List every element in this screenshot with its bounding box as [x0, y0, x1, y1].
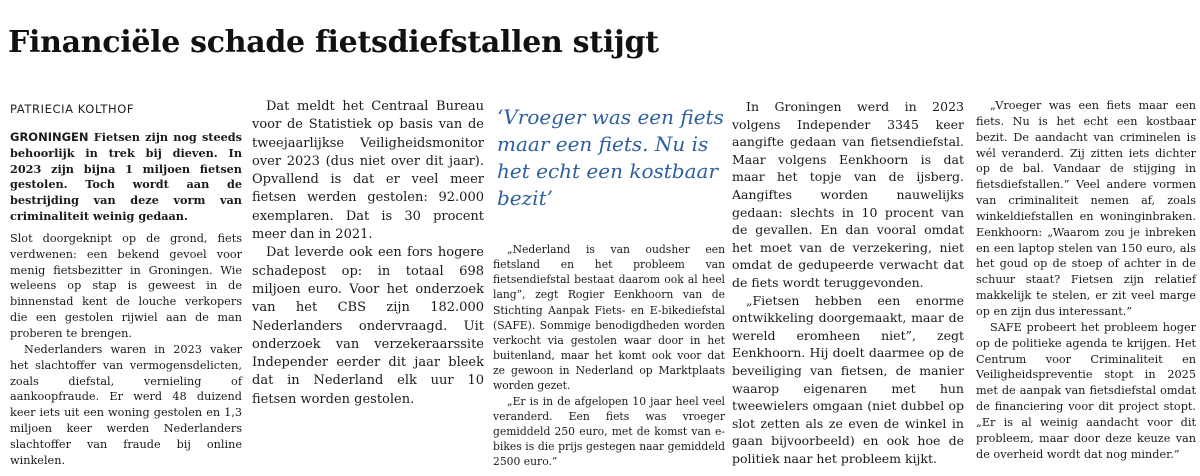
article-column-3 — [493, 98, 725, 469]
body-paragraph: „Vroeger was een fiets maar een fiets. Nu is het echt een kostbaar bezit. De aandacht van criminelen is wél veranderd. Zij zitten iets dichter op de bal. Vandaar de stijging in fietsdiefstallen.” Veel andere vormen van criminaliteit nemen af, zoals winkeldiefstallen en woninginbraken. Eenkhoorn: „Waarom zou je inbreken en een laptop stelen van 150 euro, als het goud op de stoep of achter in de schuur staat? Fietsen zijn relatief makkelijk te stelen, er zit veel marge op en zijn dus interessant.” — [976, 99, 1196, 318]
body-paragraph: „Er is in de afgelopen 10 jaar heel veel veranderd. Een fiets was vroeger gemiddeld 250 euro, met de komst van e-bikes is die prijs gestegen naar gemiddeld 2500 euro.” — [493, 394, 725, 469]
body-paragraph: In Groningen werd in 2023 volgens Independer 3345 keer aangifte gedaan van fietsendiefstal. Maar volgens Eenkhoorn is dat maar het topje van de ijsberg. Aangiftes worden nauwelijks gedaan: slechts in 10 procent van de gevallen. En dan vooral omdat het moet van de verzekering, niet omdat de gedupeerde verwacht dat de fiets wordt teruggevonden. — [732, 99, 964, 290]
body-paragraph: Slot doorgeknipt op de grond, fiets verdwenen: een bekend gevoel voor menig fietsbezitter in Groningen. Wie weleens op stap is geweest in de binnenstad kent de louche verkopers die een gestolen rijwiel aan de man proberen te brengen. — [10, 231, 242, 340]
dateline: GRONINGEN — [10, 129, 89, 144]
body-paragraph: Dat leverde ook een fors hogere schadepost op: in totaal 698 miljoen euro. Voor het onderzoek van het CBS zijn 182.000 Nederlanders ondervraagd. Uit onderzoek van verzekeraarssite Independer eerder dit jaar bleek dat in Nederland elk uur 10 fietsen worden gestolen. — [252, 245, 484, 407]
body-paragraph: SAFE probeert het probleem hoger op de politieke agenda te krijgen. Het Centrum voor Criminaliteit en Veiligheidspreventie stopt in 2025 met de aanpak van fietsdiefstal omdat de financiering voor dit project stopt. „Er is al weinig aandacht voor dit probleem, maar door deze keuze van de overheid wordt dat nog minder.” — [976, 320, 1196, 461]
body-paragraph: Dat meldt het Centraal Bureau voor de Statistiek op basis van de tweejaarlijkse Veiligheidsmonitor over 2023 (dus niet over dit jaar). Opvallend is dat er veel meer fietsen werden gestolen: 92.000 exemplaren. Dat is 30 procent meer dan in 2021. — [252, 99, 484, 243]
body-paragraph: „Nederland is van oudsher een fietsland en het probleem van fietsendiefstal bestaat daarom ook al heel lang”, zegt Rogier Eenkhoorn van de Stichting Aanpak Fiets- en E-bikediefstal (SAFE). Sommige benodigdheden worden verkocht via gestolen waar door in het buitenland, maar het komt ook voor dat ze gewoon in Nederland op Marktplaats worden gezet. — [493, 243, 725, 393]
body-paragraph: Nederlanders waren in 2023 vaker het slachtoffer van vermogensdelicten, zoals diefstal, vernieling of aankoopfraude. Er werd 48 duizend keer iets uit een woning gestolen en 1,3 miljoen keer werden Nederlanders slachtoffer van fraude bij online winkelen. — [10, 342, 242, 467]
article-column-4 — [732, 98, 964, 467]
article-column-2 — [252, 98, 484, 409]
lead-paragraph — [10, 130, 242, 225]
pull-quote: ‘Vroeger was een fiets maar een fiets. Nu is het echt een kostbaar bezit’ — [497, 105, 724, 210]
headline: Financiële schade fietsdiefstallen stijgt — [8, 25, 659, 60]
lead-text: Fietsen zijn nog steeds behoorlijk in trek bij dieven. In 2023 zijn bijna 1 miljoen fietsen gestolen. Toch wordt aan de bestrijding van deze vorm van criminaliteit weinig gedaan. — [10, 129, 242, 224]
article-column-5 — [976, 98, 1196, 462]
byline: PATRIECIA KOLTHOF — [10, 102, 135, 116]
body-paragraph: „Fietsen hebben een enorme ontwikkeling doorgemaakt, maar de wereld eromheen niet”, zegt Eenkhoorn. Hij doelt daarmee op de beveiliging van fietsen, de manier waarop eigenaren met hun tweewielers omgaan (niet dubbel op slot zetten als ze even de winkel in gaan bijvoorbeeld) en ook hoe de politiek naar het probleem kijkt. — [732, 292, 964, 466]
article-column-1 — [10, 98, 242, 469]
